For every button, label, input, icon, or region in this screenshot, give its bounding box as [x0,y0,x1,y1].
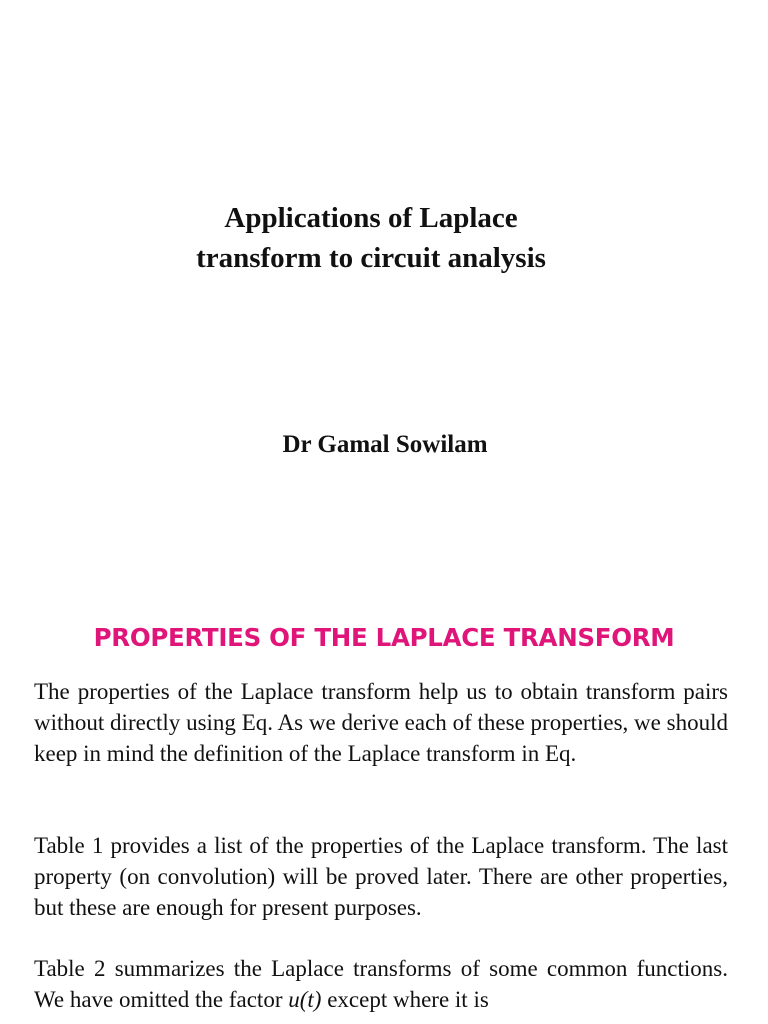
section-heading: PROPERTIES OF THE LAPLACE TRANSFORM [93,623,675,652]
author-name: Dr Gamal Sowilam [282,431,488,458]
unit-step-symbol: u(t) [288,987,322,1012]
paragraph-table-2-text-end: except where it is [321,987,489,1012]
slide-title-line-2: transform to circuit analysis [196,242,546,274]
paragraph-table-2 [34,953,728,1015]
paragraph-properties-intro: The properties of the Laplace transform help us to obtain transform pairs without directly using Eq. As we derive each of these properties, we should keep in mind the definition of the Laplace transform in Eq. [34,679,728,766]
paragraph-table-1: Table 1 provides a list of the properties of the Laplace transform. The last property (on convolution) will be proved later. There are other properties, but these are enough for present purposes. [34,833,728,920]
slide-title [0,198,742,278]
slide-title-line-1: Applications of Laplace [224,202,518,234]
paragraph-table-2-text-start: Table 2 summarizes the Laplace transforms of some common functions. We have omitted the factor [34,956,728,1012]
